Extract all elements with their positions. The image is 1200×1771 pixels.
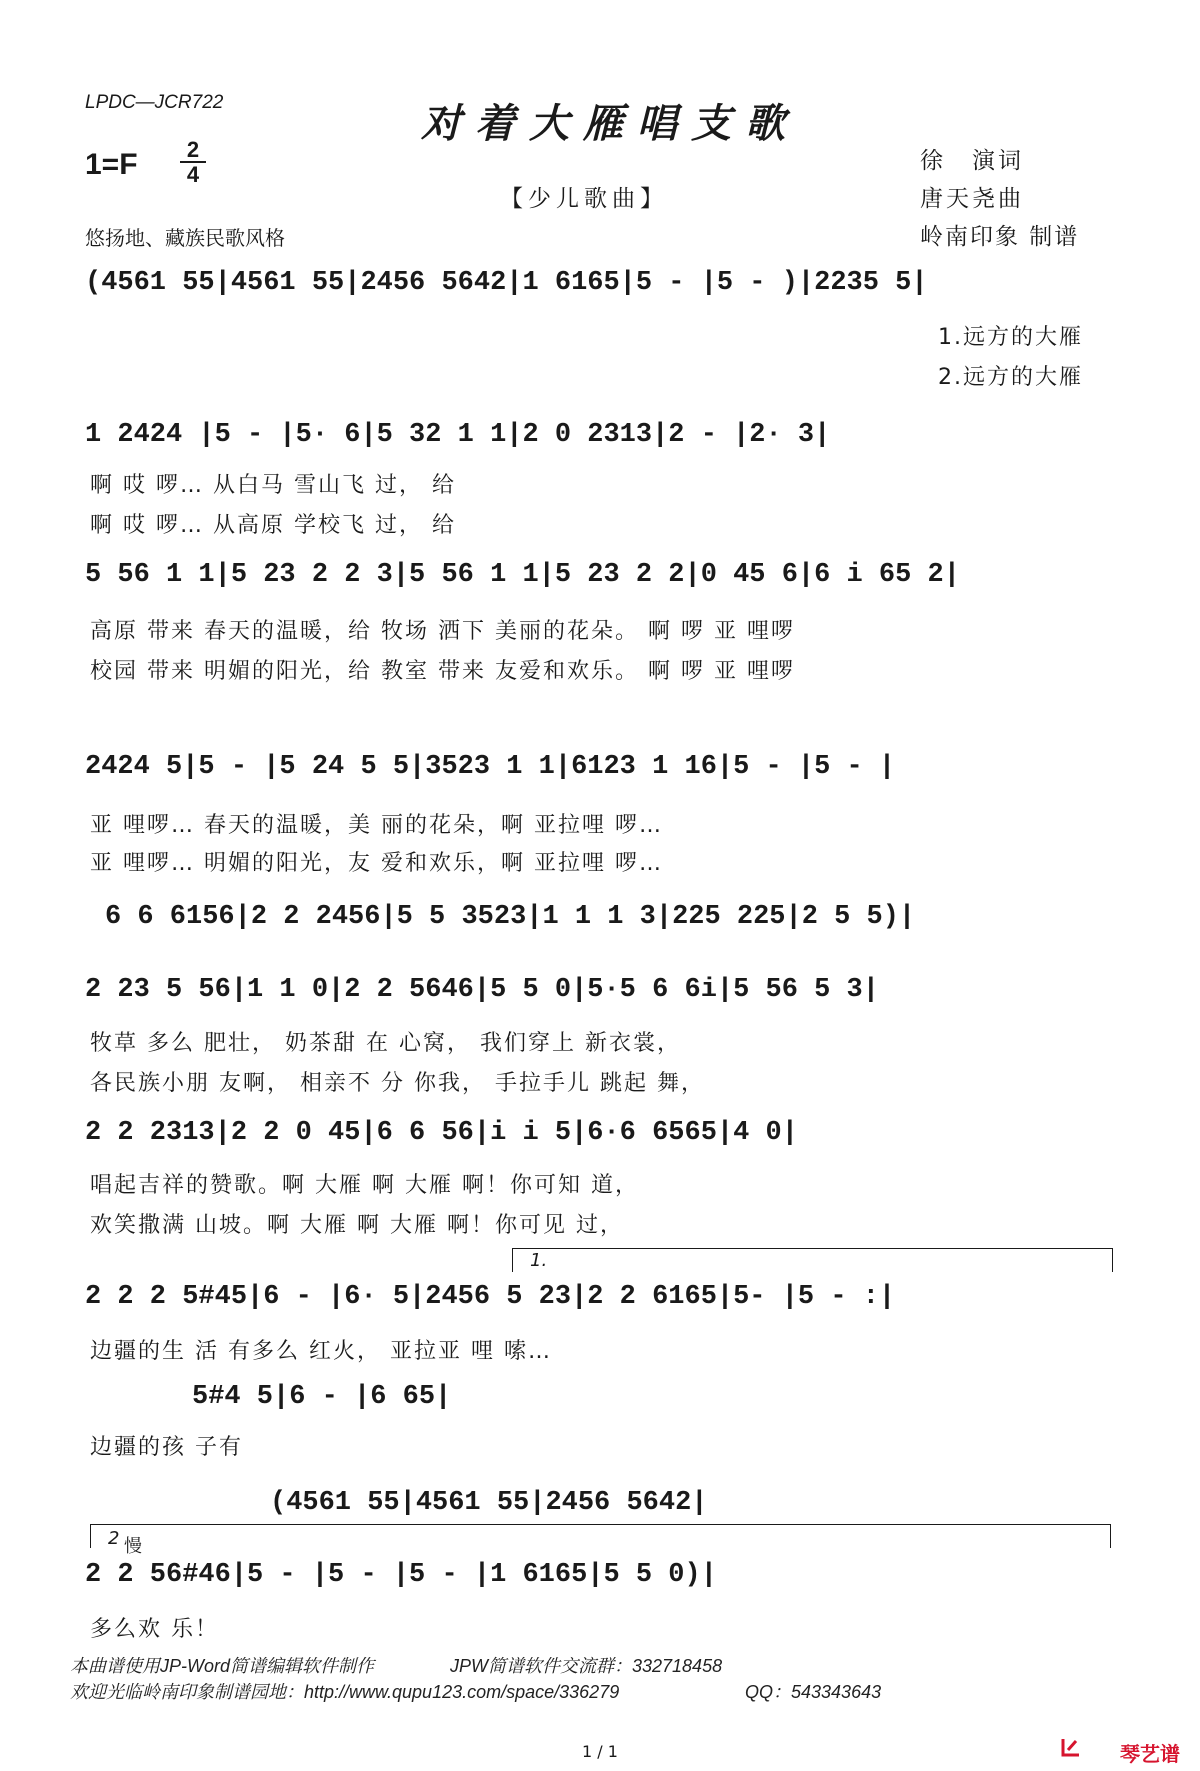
composer-credit: 唐天尧曲 <box>920 186 1024 212</box>
first-ending-bracket <box>512 1248 1112 1249</box>
key-signature: 1=F <box>85 148 138 181</box>
page-number: 1 / 1 <box>582 1742 618 1761</box>
notation-line-4: 2424 5|5 - |5 24 5 5|3523 1 1|6123 1 16|5 - |5 - | <box>85 752 896 782</box>
time-numerator: 2 <box>186 137 200 162</box>
second-ending-bracket <box>90 1524 1110 1525</box>
lyric-line-6-verse-2: 各民族小朋 友啊， 相亲不 分 你我， 手拉手儿 跳起 舞， <box>90 1071 705 1096</box>
notation-line-2: 1 2424 |5 - |5· 6|5 32 1 1|2 0 2313|2 - |2· 3| <box>85 420 831 450</box>
song-genre: 【少儿歌曲】 <box>500 186 668 212</box>
lyric-line-6-verse-1: 牧草 多么 肥壮， 奶茶甜 在 心窝， 我们穿上 新衣裳， <box>90 1031 681 1056</box>
lyric-line-1-verse-1: 1.远方的大雁 <box>938 325 1083 350</box>
lyric-line-1-verse-2: 2.远方的大雁 <box>938 365 1083 390</box>
notation-line-7: 2 2 2313|2 2 0 45|6 6 56|i i 5|6·6 6565|4 0| <box>85 1118 798 1148</box>
notation-line-3: 5 56 1 1|5 23 2 2 3|5 56 1 1|5 23 2 2|0 45 6|6 i 65 2| <box>85 560 960 590</box>
first-ending-bracket-left <box>512 1248 513 1272</box>
notation-line-5-interlude: 6 6 6156|2 2 2456|5 5 3523|1 1 1 3|225 225|2 5 5)| <box>105 902 916 932</box>
notation-line-9-alternate: 5#4 5|6 - |6 65| <box>192 1382 452 1412</box>
lyric-line-9: 边疆的孩 子有 <box>90 1435 243 1460</box>
brand-logo-icon <box>1060 1736 1082 1758</box>
notation-line-10-interlude: (4561 55|4561 55|2456 5642| <box>270 1488 708 1518</box>
score-code: LPDC—JCR722 <box>85 92 224 113</box>
lyric-line-2-verse-1: 啊 哎 啰… 从白马 雪山飞 过， 给 <box>90 473 456 498</box>
lyric-line-2-verse-2: 啊 哎 啰… 从高原 学校飞 过， 给 <box>90 513 456 538</box>
first-ending-label: 1. <box>530 1250 548 1271</box>
brand-watermark: 琴艺谱 <box>1120 1742 1180 1766</box>
lyric-line-4-verse-1: 亚 哩啰… 春天的温暖，美 丽的花朵，啊 亚拉哩 啰… <box>90 813 663 838</box>
lyric-line-8: 边疆的生 活 有多么 红火， 亚拉亚 哩 嗦… <box>90 1339 552 1364</box>
notation-line-11: 2 2 56#46|5 - |5 - |5 - |1 6165|5 5 0)| <box>85 1560 717 1590</box>
lyric-line-3-verse-2: 校园 带来 明媚的阳光，给 教室 带来 友爱和欢乐。 啊 啰 亚 哩啰 <box>90 659 795 684</box>
lyric-line-11: 多么欢 乐！ <box>90 1617 219 1642</box>
lyric-line-7-verse-1: 唱起吉祥的赞歌。啊 大雁 啊 大雁 啊！你可知 道， <box>90 1173 639 1198</box>
notation-line-8: 2 2 2 5#45|6 - |6· 5|2456 5 23|2 2 6165|5- |5 - :| <box>85 1282 896 1312</box>
time-divider: 4 <box>180 161 206 186</box>
lyricist-credit: 徐 演词 <box>920 148 1024 174</box>
notation-line-1: (4561 55|4561 55|2456 5642|1 6165|5 - |5 - )|2235 5| <box>85 268 928 298</box>
footer-group-note: JPW简谱软件交流群：332718458 <box>450 1656 723 1676</box>
arranger-credit: 岭南印象 制谱 <box>920 224 1080 250</box>
second-ending-bracket-right <box>1110 1524 1111 1548</box>
footer-qq-note: QQ：543343643 <box>745 1682 882 1702</box>
tempo-style-mark: 悠扬地、藏族民歌风格 <box>85 226 285 250</box>
first-ending-bracket-right <box>1112 1248 1113 1272</box>
second-ending-bracket-left <box>90 1524 91 1548</box>
lyric-line-4-verse-2: 亚 哩啰… 明媚的阳光，友 爱和欢乐，啊 亚拉哩 啰… <box>90 851 663 876</box>
lyric-line-3-verse-1: 高原 带来 春天的温暖，给 牧场 洒下 美丽的花朵。 啊 啰 亚 哩啰 <box>90 619 795 644</box>
slow-tempo-mark: 慢 <box>124 1536 142 1557</box>
time-signature <box>180 138 206 186</box>
second-ending-label: 2 <box>108 1528 120 1549</box>
footer-website-note: 欢迎光临岭南印象制谱园地：http://www.qupu123.com/space/336279 <box>70 1682 620 1702</box>
footer-software-note: 本曲谱使用JP-Word简谱编辑软件制作 <box>70 1656 375 1676</box>
song-title: 对着大雁唱支歌 <box>421 100 799 147</box>
notation-line-6: 2 23 5 56|1 1 0|2 2 5646|5 5 0|5·5 6 6i|5 56 5 3| <box>85 975 879 1005</box>
lyric-line-7-verse-2: 欢笑撒满 山坡。啊 大雁 啊 大雁 啊！你可见 过， <box>90 1213 624 1238</box>
